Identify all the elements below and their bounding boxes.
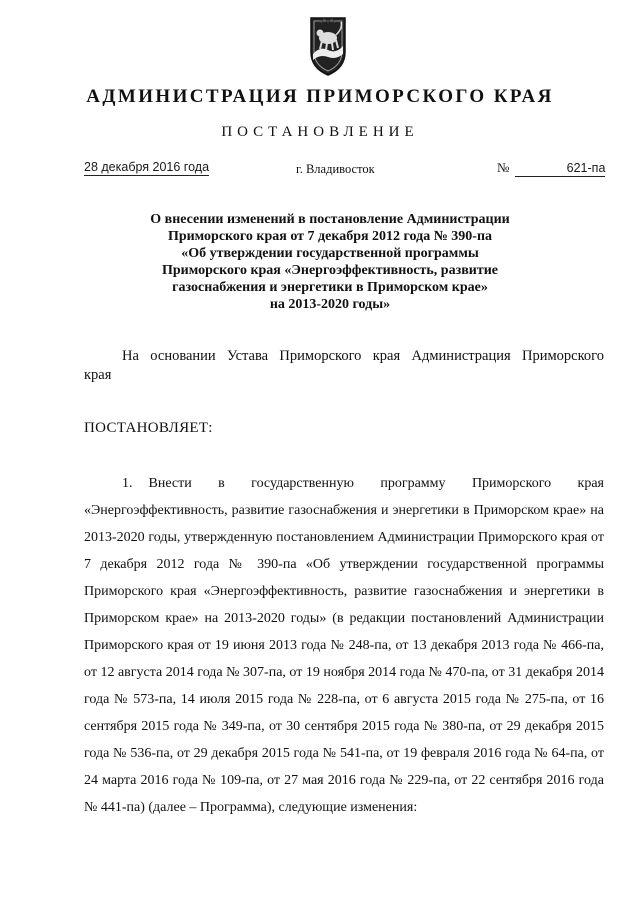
document-city: г. Владивосток — [296, 162, 375, 176]
clause-number: 1. — [122, 476, 133, 491]
coat-of-arms-icon — [305, 14, 351, 78]
document-date-value: 28 декабря 2016 года — [84, 160, 210, 174]
document-title — [60, 211, 600, 313]
number-label: № — [497, 160, 510, 175]
clause-text: Внести в государственную программу Приморского края «Энергоэффективность, развитие газоснабжения и энергетики в Приморском крае» на 2013-2020 годы, утвержденную постановлением Администрации Приморского края от 7 декабря 2012 года № 390-па «Об утверждении государственной программы Приморского края «Энергоэффективность, развитие газоснабжения и энергетики в Приморском крае» на 2013-2020 годы» (в редакции постановлений Администрации Приморского края от 19 июня 2013 года № 248-па, от 13 декабря 2013 года № 466-па, от 12 августа 2014 года № 307-па, от 19 ноября 2014 года № 470-па, от 31 декабря 2014 года № 573-па, 14 июля 2015 года № 228-па, от 6 августа 2015 года № 275-па, от 16 сентября 2015 года № 349-па, от 30 сентября 2015 года № 380-па, от 29 декабря 2015 года № 536-па, от 29 декабря 2015 года № 541-па, от 19 февраля 2016 года № 64-па, от 24 марта 2016 года № 109-па, от 27 мая 2016 года № 229-па, от 22 сентября 2016 года № 441-па) (далее – Программа), следующие изменения: — [84, 476, 604, 815]
document-date — [84, 160, 209, 174]
title-line: Приморского края «Энергоэффективность, развитие — [161, 263, 499, 278]
intro-line: края — [84, 367, 112, 383]
document-number — [497, 160, 605, 177]
intro-paragraph — [84, 347, 604, 385]
title-line: на 2013-2020 годы» — [269, 297, 391, 312]
organization-name: АДМИНИСТРАЦИЯ ПРИМОРСКОГО КРАЯ — [86, 86, 554, 107]
title-line: Приморского края от 7 декабря 2012 года № 390-па — [167, 229, 493, 244]
document-type: ПОСТАНОВЛЕНИЕ — [221, 124, 419, 140]
title-line: О внесении изменений в постановление Администрации — [150, 212, 510, 227]
decree-heading: ПОСТАНОВЛЯЕТ: — [84, 420, 213, 436]
title-line: «Об утверждении государственной программы — [181, 246, 479, 261]
title-line: газоснабжения и энергетики в Приморском крае» — [172, 280, 488, 295]
number-value: 621-па — [515, 161, 605, 177]
clause-1 — [84, 470, 604, 821]
intro-line: На основании Устава Приморского края Администрация Приморского — [122, 348, 604, 364]
